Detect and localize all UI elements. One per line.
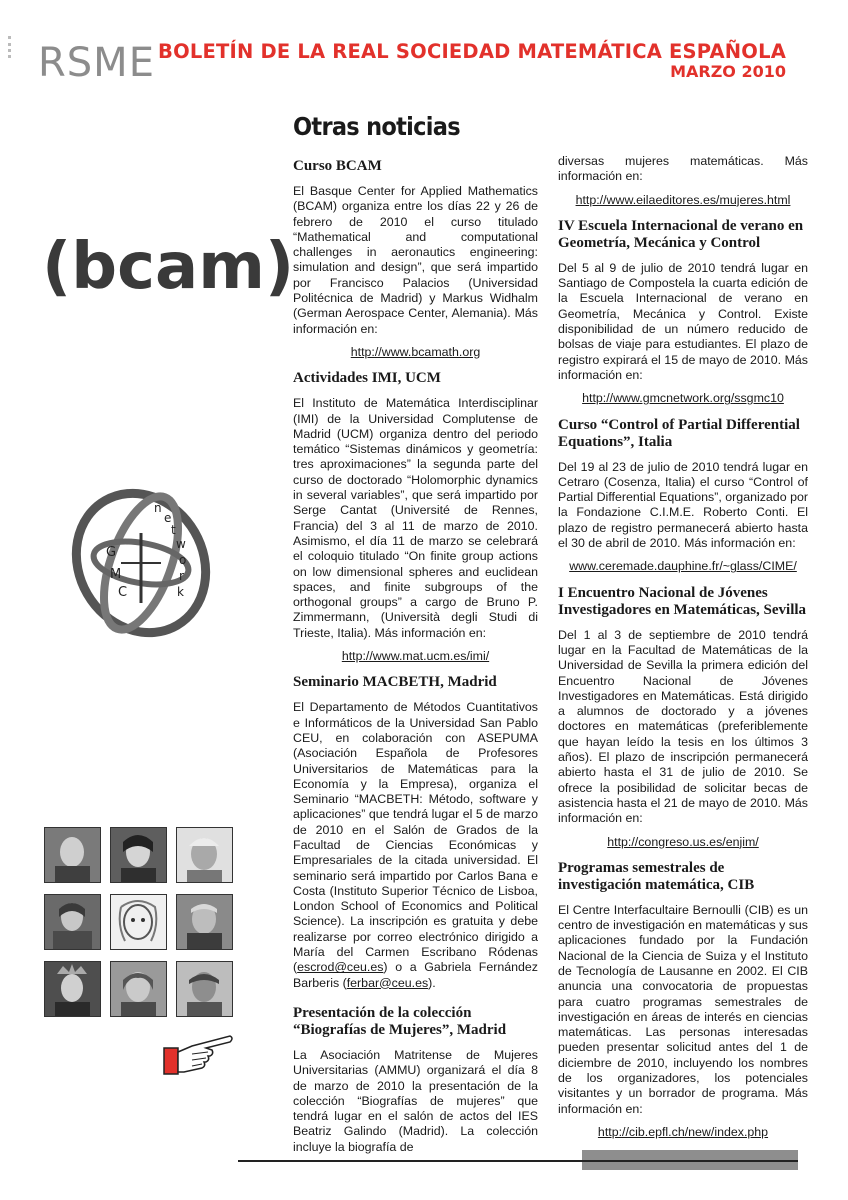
pointing-hand-icon — [162, 1022, 234, 1082]
news-link[interactable]: http://www.mat.ucm.es/imi/ — [341, 649, 490, 664]
news-heading: Curso “Control of Partial Differential Equations”, Italia — [558, 416, 800, 450]
news-heading: Actividades IMI, UCM — [293, 370, 441, 387]
section-title: Otras noticias — [293, 112, 460, 141]
news-body: Del 1 al 3 de septiembre de 2010 tendrá lugar en la Facultad de Matemáticas de la Universidad de Sevilla la primera edición del Encuentro Nacional de Jóvenes Investigadores en Matemáticas. Está dirigido a alumnos de doctorado y a jóvenes doctores en matemáticas (preferiblemente que hayan leído la tesis en los últimos 3 años). El plazo de inscripción permanecerá abierto hasta el 31 de julio de 2010. Se ofrece la posibilidad de solicitar becas de asistencia hasta el 21 de mayo de 2010. Más información en: — [558, 627, 808, 826]
svg-text:C: C — [118, 585, 128, 600]
bulletin-date: MARZO 2010 — [670, 62, 786, 81]
portrait-image — [44, 961, 101, 1017]
news-body: Del 19 al 23 de julio de 2010 tendrá lugar en Cetraro (Cosenza, Italia) el curso “Control of Partial Differential Equations”, organizado por la Fondazione C.I.M.E. Roberto Conti. El plazo de registro permanecerá abierto hasta el 30 de abril de 2010. Más información en: — [558, 459, 808, 551]
svg-text:k: k — [177, 585, 184, 599]
news-heading: Curso BCAM — [293, 158, 382, 174]
news-heading: Presentación de la colección “Biografías de Mujeres”, Madrid — [293, 1004, 507, 1038]
news-column-left — [293, 154, 538, 1155]
svg-text:o: o — [179, 553, 187, 567]
portrait-image — [110, 894, 167, 950]
news-body: La Asociación Matritense de Mujeres Universitarias (AMMU) organizará el día 8 de marzo de 2010 la presentación de la colección “Biografías de mujeres” que tendrá lugar en el salón de actos del IES Beatriz Galindo (Madrid). La colección incluye la biografía de — [293, 1047, 538, 1154]
svg-text:n: n — [154, 501, 162, 515]
email-link[interactable]: escrod@ceu.es — [297, 960, 384, 975]
news-heading: IV Escuela Internacional de verano en Geometría, Mecánica y Control — [558, 217, 804, 251]
news-body: El Centre Interfacultaire Bernoulli (CIB) es un centro de investigación en matemáticas y sus aplicaciones fundado por la Fundación Nacional de la Ciencia de Suiza y el Instituto de Tecnología de Lausanne en 2002. El CIB anuncia una convocatoria de propuestas para cuatro programas semestrales de investigación en áreas de interés en ciencias matemáticas. Las personas interesadas pueden presentar solicitud antes del 1 de diciembre de 2010, incluyendo los nombres de los organizadores, los potenciales visitantes y un borrador de programa. Más información en: — [558, 902, 809, 1116]
news-item-bcam — [293, 158, 538, 360]
svg-text:G: G — [106, 545, 117, 560]
bcam-logo-text: (bcam) — [42, 230, 295, 304]
news-link[interactable]: http://www.gmcnetwork.org/ssgmc10 — [582, 391, 784, 406]
portrait-image — [176, 894, 233, 950]
news-link[interactable]: http://www.bcamath.org — [350, 344, 481, 359]
news-item-biografias-continued — [558, 154, 808, 208]
portrait-image — [110, 827, 167, 883]
news-link[interactable]: www.ceremade.dauphine.fr/~glass/CIME/ — [569, 559, 797, 574]
news-heading: Programas semestrales de investigación matemática, CIB — [558, 859, 755, 893]
footer-rule — [238, 1160, 798, 1162]
news-body: diversas mujeres matemáticas. Más información en: — [558, 154, 808, 184]
portrait-image — [44, 894, 101, 950]
news-item-imi — [293, 370, 538, 664]
news-body: El Departamento de Métodos Cuantitativos e Informáticos de la Universidad San Pablo CEU, en colaboración con ASEPUMA (Asociación Española de Profesores Universitarios de Matemáticas para la Economía y la Empresa), organiza el Seminario “MACBETH: Método, software y aplicaciones” que tendrá lugar el 5 de marzo de 2010 en el Salón de Grados de la Facultad de Ciencias Económicas y Empresariales de la citada universidad. El seminario será impartido por Carlos Bana e Costa (Instituto Superior Técnico de Lisboa, London School of Economics and Political Science). La inscripción es gratuita y debe realizarse por correo electrónico dirigido a María del Carmen Escribano Ródenas (escrod@ceu.es) o a Gabriela Fernández Barberis (ferbar@ceu.es). — [293, 700, 538, 990]
bulletin-title: BOLETÍN DE LA REAL SOCIEDAD MATEMÁTICA ESPAÑOLA — [158, 40, 786, 63]
news-item-control-pde — [558, 417, 808, 575]
news-item-escuela-verano — [558, 218, 808, 407]
news-item-encuentro-jovenes — [558, 585, 808, 850]
news-item-macbeth — [293, 674, 538, 991]
news-heading: Seminario MACBETH, Madrid — [293, 674, 497, 691]
email-link[interactable]: ferbar@ceu.es — [346, 975, 429, 990]
news-body: Del 5 al 9 de julio de 2010 tendrá lugar en Santiago de Compostela la cuarta edición de la Escuela Internacional de verano en Geometría, Mecánica y Control. Existe disponibilidad de un número reducido de bolsas de viaje para estudiantes. El plazo de registro expirará el 15 de mayo de 2010. Más información en: — [558, 260, 808, 382]
news-heading: I Encuentro Nacional de Jóvenes Investigadores en Matemáticas, Sevilla — [558, 584, 807, 618]
portrait-image — [44, 827, 101, 883]
news-body: El Basque Center for Applied Mathematics (BCAM) organiza entre los días 22 y 26 de febrero de 2010 el curso titulado “Mathematical and computational challenges in aeronautics engineering: simulation and design”, que será impartido por Francisco Palacios (Universidad Politécnica de Madrid) y Markus Widhalm (German Aerospace Center, Alemania). Más información en: — [293, 184, 538, 336]
portrait-image — [176, 827, 233, 883]
svg-text:r: r — [179, 569, 184, 583]
portrait-image — [176, 961, 233, 1017]
svg-text:M: M — [110, 567, 122, 582]
news-link[interactable]: http://cib.epfl.ch/new/index.php — [597, 1124, 769, 1139]
gmc-network-logo — [66, 478, 216, 648]
logo-decoration — [8, 36, 21, 58]
news-item-cib — [558, 860, 808, 1140]
news-column-right — [558, 154, 808, 1150]
svg-text:e: e — [164, 511, 172, 525]
portrait-image — [110, 961, 167, 1017]
news-item-biografias — [293, 1005, 538, 1155]
news-link[interactable]: http://congreso.us.es/enjim/ — [607, 834, 759, 849]
women-mathematicians-portraits — [44, 827, 234, 1015]
svg-text:t: t — [171, 523, 176, 537]
svg-text:w: w — [176, 537, 186, 551]
rsme-logo: RSME — [38, 40, 155, 86]
news-body: El Instituto de Matemática Interdisciplinar (IMI) de la Universidad Complutense de Madrid (UCM) organiza dentro del periodo temático “Sistemas dinámicos y geometría: tres aproximaciones” la segunda parte del curso de doctorado “Holomorphic dynamics in several variables”, que será impartido por Serge Cantat (Université de Rennes, Francia) del 3 al 11 de marzo de 2010. Asimismo, el día 11 de marzo se celebrará el coloquio titulado “On finite group actions on low dimensional spheres and euclidean spaces, and finite subgroups of the orthogonal groups” a cargo de Bruno P. Zimmermann, (Università degli Studi di Trieste, Italia). Más información en: — [293, 396, 538, 640]
news-link[interactable]: http://www.eilaeditores.es/mujeres.html — [575, 192, 791, 207]
bcam-logo — [42, 230, 295, 304]
